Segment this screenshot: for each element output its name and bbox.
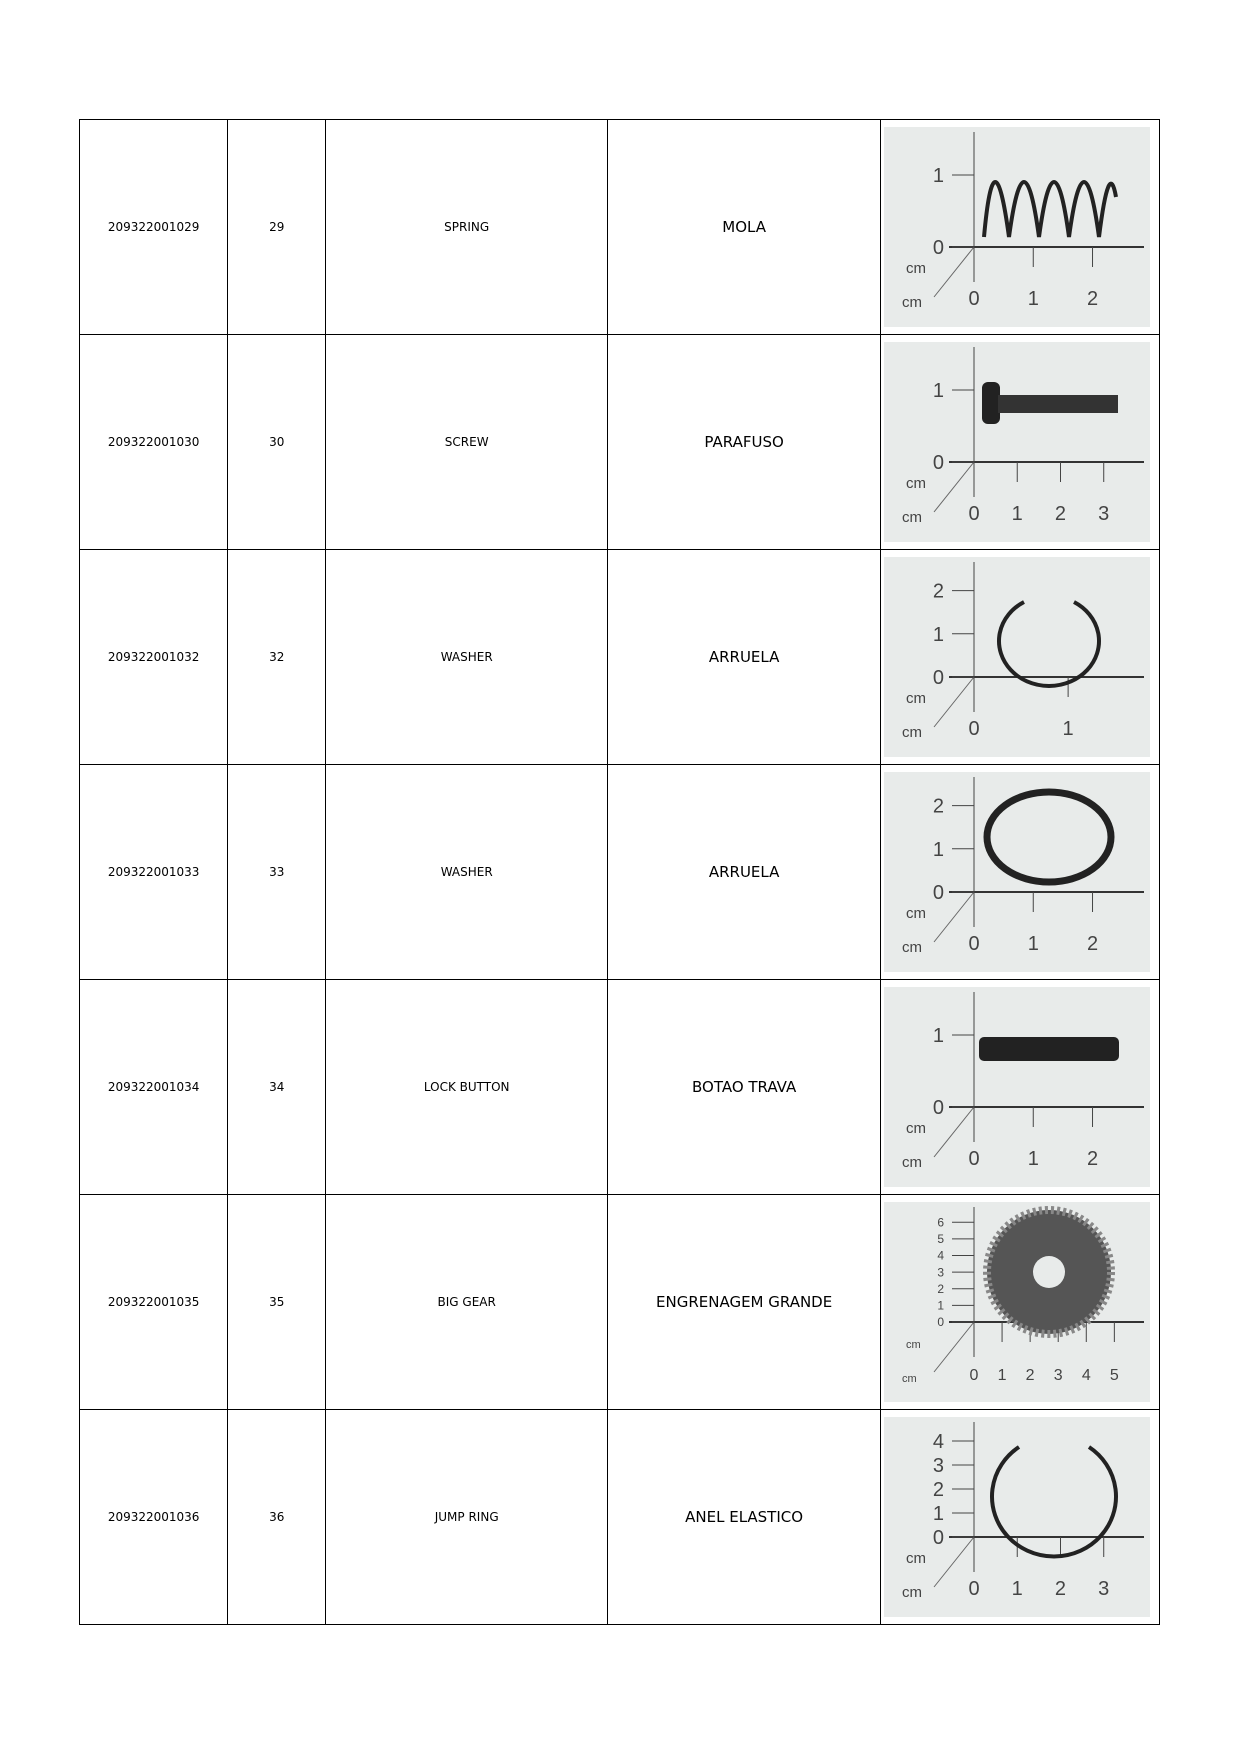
- wave-washer-photo: [884, 772, 1150, 972]
- item-number: 30: [228, 335, 326, 550]
- y-tick-label: 1: [937, 1298, 945, 1313]
- item-number: 35: [228, 1195, 326, 1410]
- part-code: 209322001036: [80, 1410, 228, 1625]
- unit-label: cm: [902, 509, 923, 526]
- y-tick-label: 3: [937, 1265, 945, 1280]
- description-en: WASHER: [326, 550, 608, 765]
- x-tick-label: 2: [1054, 1578, 1067, 1600]
- y-tick-label: 1: [932, 623, 945, 646]
- y-tick-label: 6: [937, 1215, 945, 1230]
- gear-photo: [884, 1202, 1150, 1402]
- table-row: [80, 1195, 1160, 1410]
- description-en: SCREW: [326, 335, 608, 550]
- y-tick-label: 0: [932, 667, 945, 689]
- x-tick-label: 2: [1086, 1148, 1099, 1170]
- x-tick-label: 0: [969, 1367, 979, 1384]
- x-tick-label: 2: [1086, 933, 1099, 955]
- x-tick-label: 0: [968, 1148, 980, 1170]
- description-pt: ANEL ELASTICO: [608, 1410, 881, 1625]
- unit-label: cm: [906, 1550, 927, 1567]
- y-tick-label: 1: [932, 1503, 945, 1525]
- unit-label: cm: [906, 1120, 927, 1137]
- unit-label: cm: [906, 690, 927, 707]
- table-row: [80, 550, 1160, 765]
- item-number: 33: [228, 765, 326, 980]
- item-number: 32: [228, 550, 326, 765]
- table-row: [80, 335, 1160, 550]
- jump-ring-photo: [884, 1417, 1150, 1617]
- y-tick-label: 0: [932, 1097, 945, 1119]
- x-tick-label: 1: [1027, 933, 1039, 955]
- description-en: SPRING: [326, 120, 608, 335]
- x-tick-label: 0: [968, 718, 980, 740]
- x-tick-label: 0: [968, 933, 980, 955]
- table-row: [80, 765, 1160, 980]
- unit-label: cm: [906, 475, 927, 492]
- y-tick-label: 0: [932, 1527, 945, 1549]
- x-tick-label: 0: [968, 503, 980, 525]
- x-tick-label: 1: [1011, 1578, 1023, 1600]
- spring-photo: [884, 127, 1150, 327]
- unit-label: cm: [902, 1373, 917, 1385]
- unit-label: cm: [902, 1584, 923, 1601]
- table-row: [80, 980, 1160, 1195]
- part-code: 209322001032: [80, 550, 228, 765]
- description-pt: ARRUELA: [608, 765, 881, 980]
- part-code: 209322001035: [80, 1195, 228, 1410]
- x-tick-label: 3: [1098, 503, 1110, 525]
- x-tick-label: 1: [1062, 718, 1074, 740]
- screw-photo: [884, 342, 1150, 542]
- y-tick-label: 0: [932, 237, 945, 259]
- y-tick-label: 0: [932, 452, 945, 474]
- x-tick-label: 1: [997, 1367, 1007, 1384]
- description-en: JUMP RING: [326, 1410, 608, 1625]
- x-tick-label: 1: [1011, 503, 1023, 525]
- item-number: 29: [228, 120, 326, 335]
- description-en: WASHER: [326, 765, 608, 980]
- y-tick-label: 2: [932, 1479, 945, 1501]
- x-tick-label: 5: [1109, 1367, 1119, 1384]
- description-pt: MOLA: [608, 120, 881, 335]
- table-row: [80, 120, 1160, 335]
- unit-label: cm: [906, 1339, 921, 1351]
- x-tick-label: 0: [968, 1578, 980, 1600]
- y-tick-label: 0: [932, 882, 945, 904]
- y-tick-label: 3: [932, 1455, 945, 1477]
- parts-table: [79, 119, 1160, 1625]
- x-tick-label: 1: [1027, 288, 1039, 310]
- part-image-cell: [881, 980, 1160, 1195]
- unit-label: cm: [902, 724, 923, 741]
- x-tick-label: 4: [1081, 1367, 1091, 1384]
- part-image-cell: [881, 550, 1160, 765]
- description-pt: ENGRENAGEM GRANDE: [608, 1195, 881, 1410]
- x-tick-label: 2: [1086, 288, 1099, 310]
- y-tick-label: 2: [937, 1281, 945, 1296]
- y-tick-label: 0: [937, 1315, 945, 1330]
- part-image-cell: [881, 335, 1160, 550]
- description-pt: PARAFUSO: [608, 335, 881, 550]
- table-row: [80, 1410, 1160, 1625]
- x-tick-label: 1: [1027, 1148, 1039, 1170]
- item-number: 36: [228, 1410, 326, 1625]
- x-tick-label: 3: [1053, 1367, 1063, 1384]
- y-tick-label: 1: [932, 1025, 945, 1047]
- unit-label: cm: [902, 294, 923, 311]
- description-pt: BOTAO TRAVA: [608, 980, 881, 1195]
- y-tick-label: 4: [937, 1248, 945, 1263]
- part-code: 209322001033: [80, 765, 228, 980]
- description-pt: ARRUELA: [608, 550, 881, 765]
- unit-label: cm: [906, 260, 927, 277]
- part-code: 209322001034: [80, 980, 228, 1195]
- part-image-cell: [881, 120, 1160, 335]
- unit-label: cm: [902, 1154, 923, 1171]
- item-number: 34: [228, 980, 326, 1195]
- description-en: BIG GEAR: [326, 1195, 608, 1410]
- x-tick-label: 2: [1025, 1367, 1035, 1384]
- y-tick-label: 2: [932, 580, 945, 603]
- part-image-cell: [881, 1410, 1160, 1625]
- x-tick-label: 3: [1098, 1578, 1110, 1600]
- y-tick-label: 1: [932, 380, 945, 402]
- part-code: 209322001030: [80, 335, 228, 550]
- unit-label: cm: [902, 939, 923, 956]
- y-tick-label: 1: [932, 838, 945, 861]
- y-tick-label: 5: [937, 1232, 945, 1247]
- part-image-cell: [881, 765, 1160, 980]
- unit-label: cm: [906, 905, 927, 922]
- part-code: 209322001029: [80, 120, 228, 335]
- pin-photo: [884, 987, 1150, 1187]
- y-tick-label: 1: [932, 165, 945, 187]
- y-tick-label: 2: [932, 795, 945, 818]
- x-tick-label: 0: [968, 288, 980, 310]
- description-en: LOCK BUTTON: [326, 980, 608, 1195]
- circlip-photo: [884, 557, 1150, 757]
- x-tick-label: 2: [1054, 503, 1067, 525]
- y-tick-label: 4: [932, 1431, 945, 1453]
- part-image-cell: [881, 1195, 1160, 1410]
